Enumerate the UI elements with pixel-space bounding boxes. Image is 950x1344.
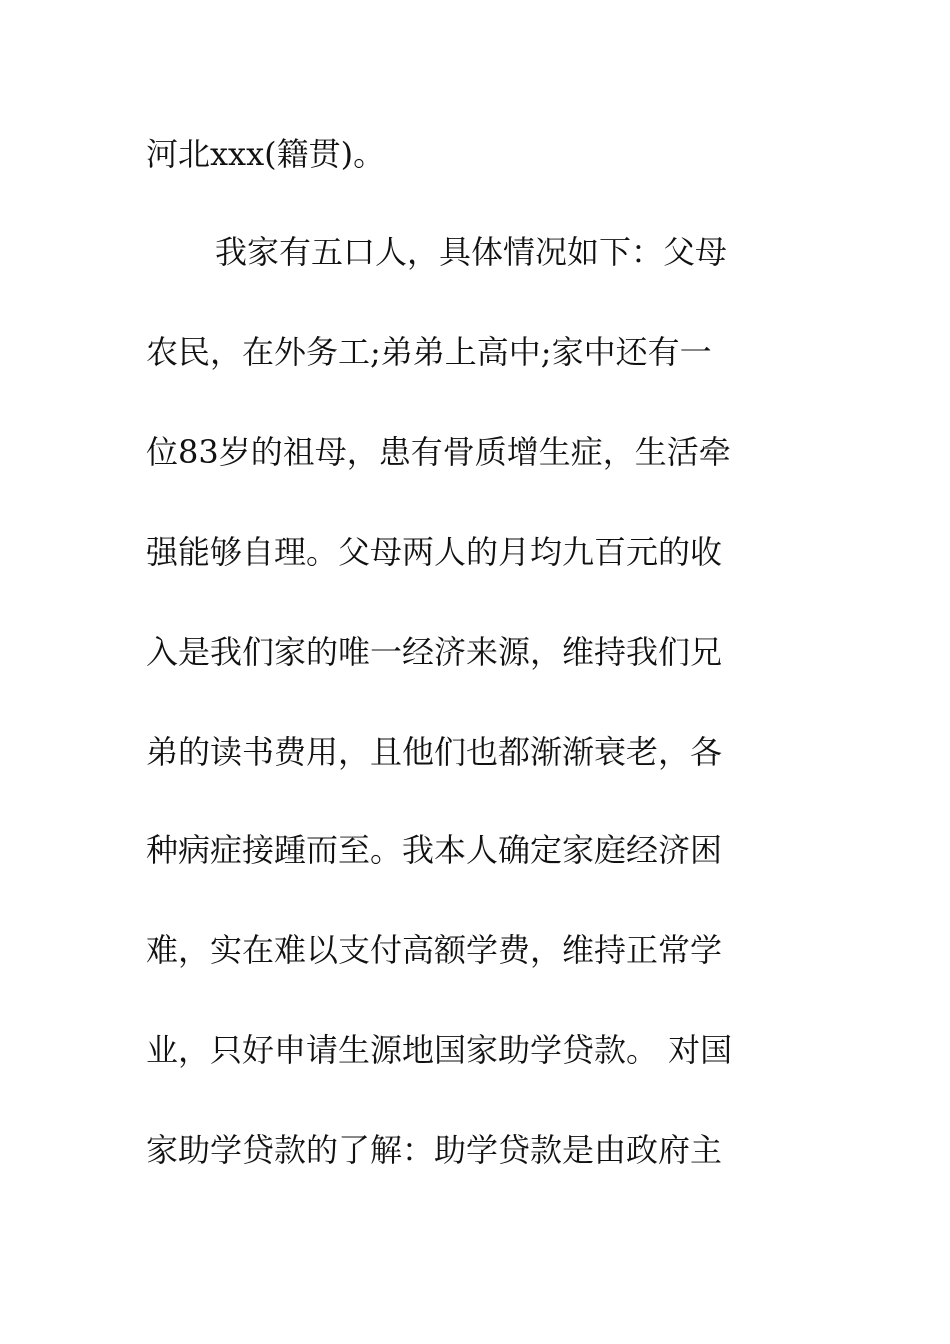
text-line: 种病症接踵而至。我本人确定家庭经济困 (146, 831, 723, 869)
text-line: 入是我们家的唯一经济来源，维持我们兄 (146, 633, 723, 671)
text-line: 难，实在难以支付高额学费，维持正常学 (146, 931, 723, 969)
text-line: 农民，在外务工;弟弟上高中;家中还有一 (146, 333, 712, 371)
text-line: 弟的读书费用，且他们也都渐渐衰老，各 (146, 733, 723, 771)
text-line: 家助学贷款的了解：助学贷款是由政府主 (146, 1131, 723, 1169)
text-line: 我家有五口人，具体情况如下：父母 (215, 233, 728, 271)
text-line: 河北xxx(籍贯)。 (146, 135, 386, 173)
text-line: 位83岁的祖母，患有骨质增生症，生活牵 (146, 433, 731, 471)
text-line: 强能够自理。父母两人的月均九百元的收 (146, 533, 723, 571)
text-line: 业，只好申请生源地国家助学贷款。 对国 (146, 1031, 733, 1069)
